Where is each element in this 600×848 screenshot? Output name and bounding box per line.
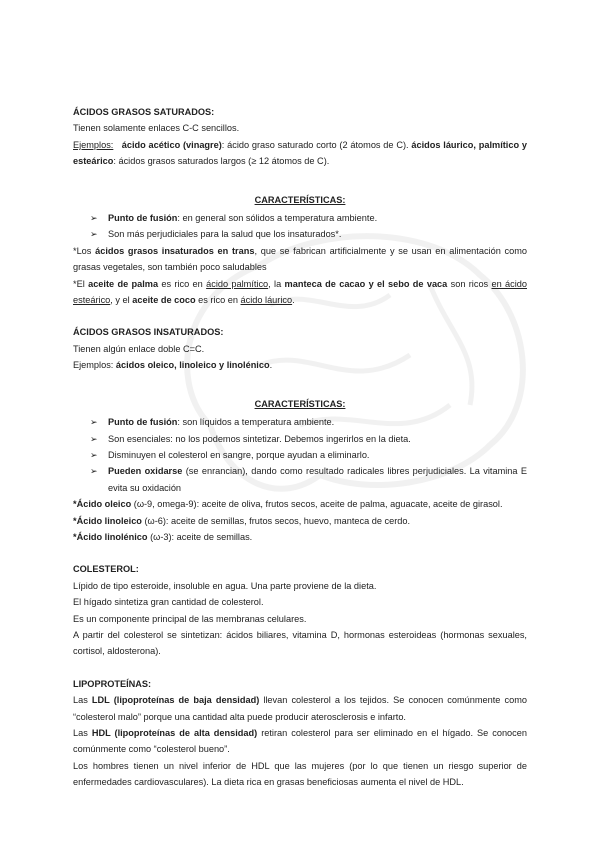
arrow-bullet-icon: ➢ <box>90 417 98 428</box>
text-line: A partir del colesterol se sintetizan: ácidos biliares, vitamina D, hormonas esteroideas (hormonas sexuales, cortisol, aldosterona). <box>73 629 527 657</box>
characteristics-list <box>73 414 527 496</box>
characteristics-heading: CARACTERÍSTICAS: <box>254 194 346 205</box>
note-linoleico: *Ácido linoleico (ω-6): aceite de semillas, frutos secos, huevo, manteca de cerdo. <box>73 515 411 526</box>
examples-paragraph: Ejemplos: ácidos oleico, linoleico y linolénico. <box>73 360 273 371</box>
note-oleico: *Ácido oleico (ω-9, omega-9): aceite de oliva, frutos secos, aceite de palma, aguacate, aceite de girasol. <box>73 499 503 510</box>
list-item: ➢ Pueden oxidarse (se enrancian), dando como resultado radicales libres perjudiciales. La vitamina E evita su oxidación <box>90 463 527 496</box>
note-linolenico: *Ácido linolénico (ω-3): aceite de semillas. <box>73 531 253 542</box>
list-item: ➢ Son esenciales: no los podemos sintetizar. Debemos ingerirlos en la dieta. <box>90 431 527 447</box>
arrow-bullet-icon: ➢ <box>90 466 98 477</box>
section-title-insaturados: ÁCIDOS GRASOS INSATURADOS: <box>73 327 224 338</box>
list-item: ➢ Punto de fusión: en general son sólidos a temperatura ambiente. <box>90 210 527 226</box>
section-title-colesterol: COLESTEROL: <box>73 564 139 575</box>
section-title-saturados: ÁCIDOS GRASOS SATURADOS: <box>73 107 215 117</box>
characteristics-list <box>73 210 527 243</box>
text-line: El hígado sintetiza gran cantidad de colesterol. <box>73 597 264 608</box>
arrow-bullet-icon: ➢ <box>90 433 98 444</box>
text-line: Tienen algún enlace doble C=C. <box>73 343 205 354</box>
examples-paragraph: Ejemplos: ácido acético (vinagre): ácido graso saturado corto (2 átomos de C). ácidos láurico, palmítico y esteárico: ácidos grasos saturados largos (≥ 12 átomos de C). <box>73 139 527 167</box>
section-title-lipoproteinas: LIPOPROTEÍNAS: <box>73 678 152 689</box>
arrow-bullet-icon: ➢ <box>90 213 98 224</box>
hdl-note-paragraph: Los hombres tienen un nivel inferior de HDL que las mujeres (por lo que tienen un riesgo superior de enfermedades cardiovasculares). La dieta rica en grasas beneficiosas aumenta el nivel de HDL. <box>73 760 527 788</box>
list-item: ➢ Disminuyen el colesterol en sangre, porque ayudan a eliminarlo. <box>90 447 527 463</box>
list-item: ➢ Son más perjudiciales para la salud que los insaturados*. <box>90 226 527 242</box>
text-line: Es un componente principal de las membranas celulares. <box>73 613 307 624</box>
text-line: Lípido de tipo esteroide, insoluble en agua. Una parte proviene de la dieta. <box>73 580 377 591</box>
text-line: Tienen solamente enlaces C-C sencillos. <box>73 123 240 134</box>
ldl-paragraph: Las LDL (lipoproteínas de baja densidad) llevan colesterol a los tejidos. Se conocen comúnmente como “colesterol malo” porque una cantidad alta puede producir aterosclerosis e infarto. <box>73 695 527 722</box>
characteristics-heading: CARACTERÍSTICAS: <box>254 398 346 409</box>
arrow-bullet-icon: ➢ <box>90 229 98 240</box>
document-page <box>73 104 527 791</box>
note-palma: *El aceite de palma es rico en ácido palmítico, la manteca de cacao y el sebo de vaca son ricos en ácido esteárico, y el aceite de coco es rico en ácido láurico. <box>73 278 527 306</box>
hdl-paragraph: Las HDL (lipoproteínas de alta densidad) retiran colesterol para ser eliminado en el hígado. Se conocen comúnmente como “colesterol bueno”. <box>73 728 527 755</box>
list-item: ➢ Punto de fusión: son líquidos a temperatura ambiente. <box>90 414 527 430</box>
note-trans: *Los ácidos grasos insaturados en trans, que se fabrican artificialmente y se usan en alimentación como grasas vegetales, son también poco saludables <box>73 245 527 273</box>
arrow-bullet-icon: ➢ <box>90 449 98 460</box>
